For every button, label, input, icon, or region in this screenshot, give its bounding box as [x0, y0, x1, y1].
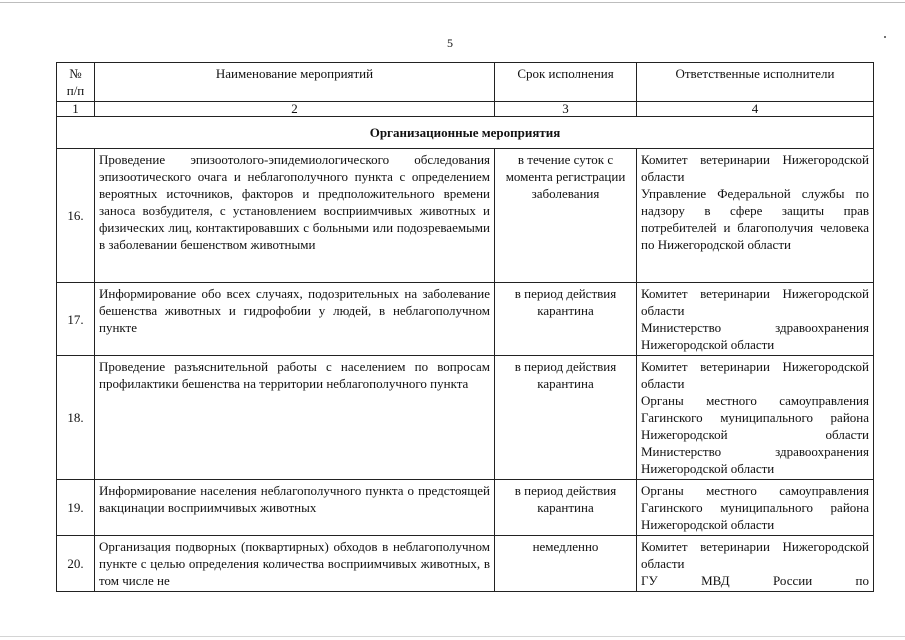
header-number: № п/п: [57, 63, 95, 102]
term-cell: немедленно: [495, 536, 637, 592]
responsible-cell: [637, 536, 874, 592]
term-cell: в период действия карантина: [495, 283, 637, 356]
table-row: [57, 356, 874, 480]
action-cell: Организация подворных (поквартирных) обходов в неблагополучном пункте с целью определения количества восприимчивых животных, в том числе не: [95, 536, 495, 592]
responsible-cell: [637, 149, 874, 283]
responsible-item: Органы местного самоуправления Гагинского муниципального района Нижегородской области: [641, 393, 869, 442]
scan-top-edge: [0, 2, 905, 3]
row-number: 19.: [57, 480, 95, 536]
header-row: [57, 63, 874, 102]
header-action: Наименование мероприятий: [95, 63, 495, 102]
row-number: 20.: [57, 536, 95, 592]
responsible-cell: [637, 283, 874, 356]
scan-bottom-edge: [0, 636, 905, 637]
responsible-item: Министерство здравоохранения Нижегородской области: [641, 320, 869, 352]
section-row: [57, 117, 874, 149]
responsible-item: Министерство здравоохранения Нижегородской области: [641, 444, 869, 476]
action-cell: Проведение эпизоотолого-эпидемиологического обследования эпизоотического очага и неблагополучного пункта с определением вероятных источников, факторов и предположительного времени заноса возбудителя, с установлением восприимчивых животных и физических лиц, контактировавших с больными или подозреваемыми в заболевании бешенством животными: [95, 149, 495, 283]
term-cell: в период действия карантина: [495, 480, 637, 536]
table-row: [57, 283, 874, 356]
action-cell: Проведение разъяснительной работы с населением по вопросам профилактики бешенства на территории неблагополучного пункта: [95, 356, 495, 480]
responsible-item: ГУ МВД России по: [641, 573, 869, 588]
page-number: 5: [447, 36, 453, 50]
term-cell: в течение суток с момента регистрации заболевания: [495, 149, 637, 283]
column-number-row: [57, 102, 874, 117]
row-number: 16.: [57, 149, 95, 283]
column-number: 2: [95, 102, 495, 117]
table-row: [57, 480, 874, 536]
term-cell: в период действия карантина: [495, 356, 637, 480]
column-number: 3: [495, 102, 637, 117]
responsible-item: Комитет ветеринарии Нижегородской области: [641, 286, 869, 318]
column-number: 4: [637, 102, 874, 117]
action-cell: Информирование населения неблагополучного пункта о предстоящей вакцинации восприимчивых животных: [95, 480, 495, 536]
column-number: 1: [57, 102, 95, 117]
responsible-item: Комитет ветеринарии Нижегородской области: [641, 539, 869, 571]
action-cell: Информирование обо всех случаях, подозрительных на заболевание бешенства животных и гидрофобии у людей, в неблагополучном пункте: [95, 283, 495, 356]
responsible-cell: [637, 480, 874, 536]
responsible-cell: [637, 356, 874, 480]
header-term: Срок исполнения: [495, 63, 637, 102]
table-row: [57, 149, 874, 283]
scan-speck: [884, 36, 886, 38]
row-number: 17.: [57, 283, 95, 356]
responsible-item: Органы местного самоуправления Гагинского муниципального района Нижегородской области: [641, 483, 869, 532]
responsible-item: Управление Федеральной службы по надзору в сфере защиты прав потребителей и благополучия человека по Нижегородской области: [641, 186, 869, 252]
section-title: Организационные мероприятия: [57, 117, 874, 149]
measures-table: [56, 62, 874, 592]
table-row: [57, 536, 874, 592]
header-responsible: Ответственные исполнители: [637, 63, 874, 102]
responsible-item: Комитет ветеринарии Нижегородской области: [641, 359, 869, 391]
row-number: 18.: [57, 356, 95, 480]
responsible-item: Комитет ветеринарии Нижегородской области: [641, 152, 869, 184]
